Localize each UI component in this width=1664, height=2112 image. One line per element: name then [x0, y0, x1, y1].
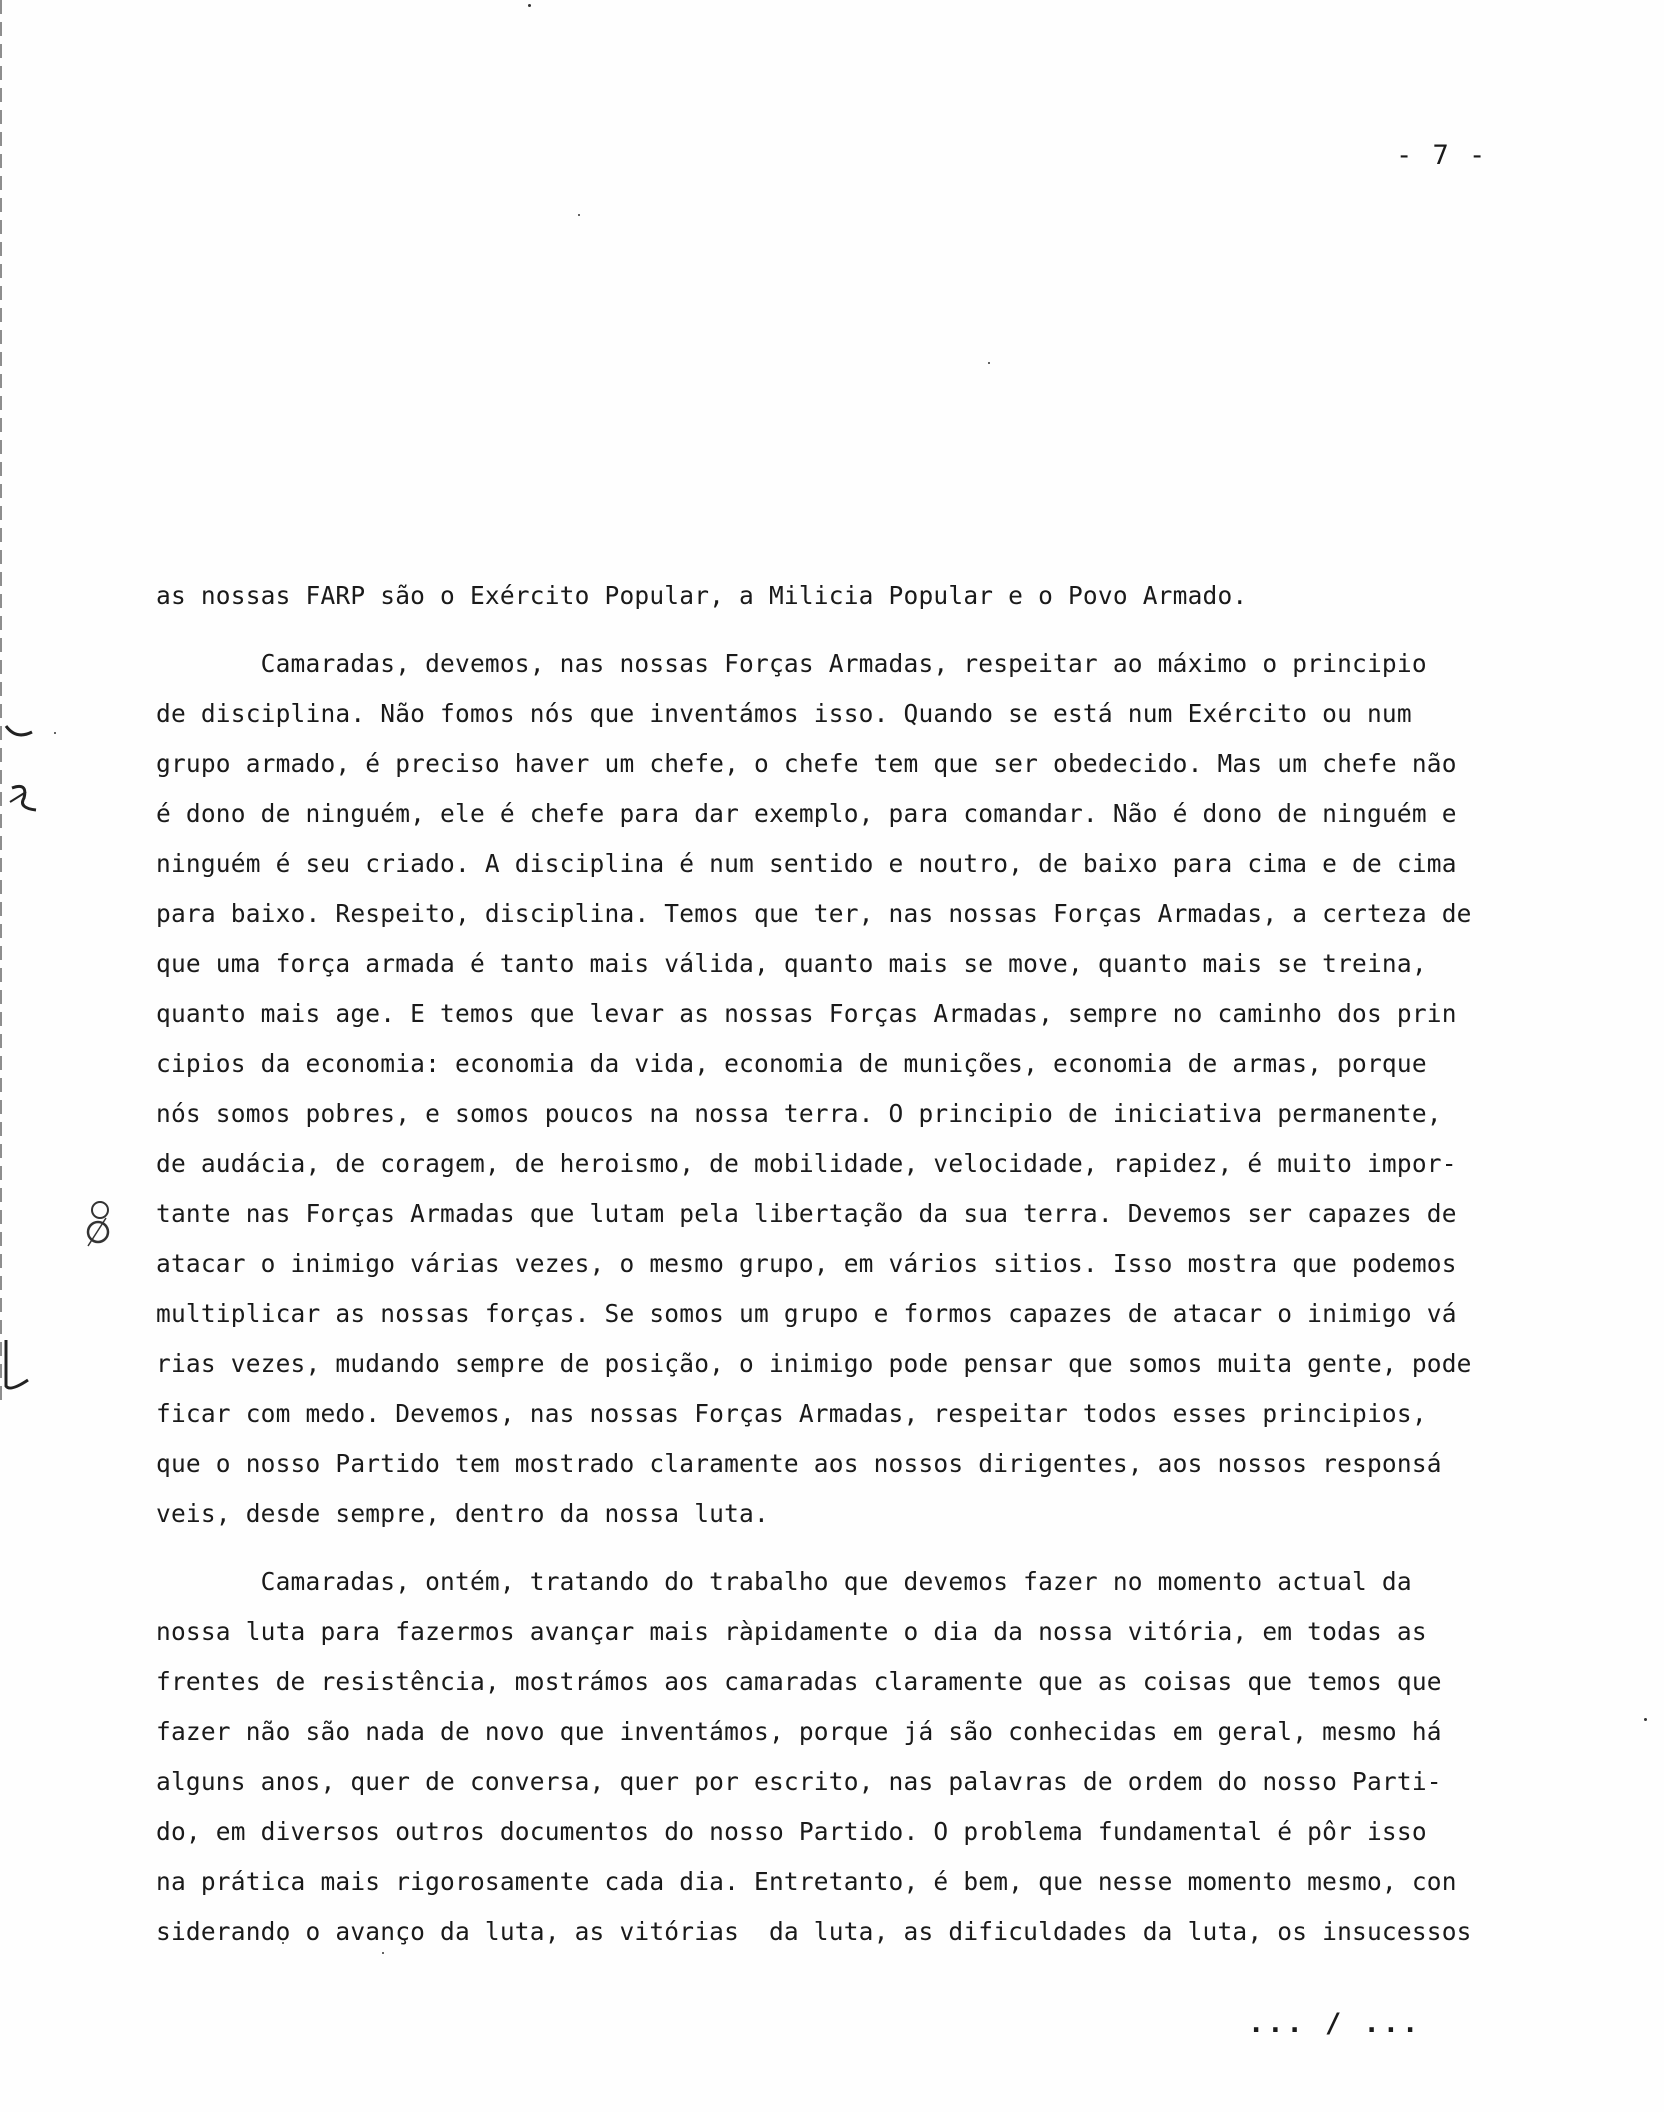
- text-line: ficar com medo. Devemos, nas nossas Forças Armadas, respeitar todos esses principios,: [156, 1399, 1427, 1428]
- scan-speck: [528, 4, 531, 7]
- text-line: veis, desde sempre, dentro da nossa luta.: [156, 1499, 769, 1528]
- scan-margin-edge: [0, 0, 2, 1400]
- scan-speck: [54, 732, 56, 734]
- text-line: cipios da economia: economia da vida, economia de munições, economia de armas, porque: [156, 1049, 1427, 1078]
- scan-speck: [1644, 1718, 1647, 1721]
- text-line: que uma força armada é tanto mais válida, quanto mais se move, quanto mais se treina,: [156, 949, 1427, 978]
- margin-mark-bottom: [0, 1336, 40, 1406]
- text-line: de audácia, de coragem, de heroismo, de mobilidade, velocidade, rapidez, é muito impor-: [156, 1149, 1457, 1178]
- text-line: que o nosso Partido tem mostrado claramente aos nossos dirigentes, aos nossos responsá: [156, 1449, 1442, 1478]
- text-line: atacar o inimigo várias vezes, o mesmo grupo, em vários sitios. Isso mostra que podemos: [156, 1249, 1457, 1278]
- text-line: siderando o avanço da luta, as vitórias da luta, as dificuldades da luta, os insucessos: [156, 1917, 1472, 1946]
- text-line: quanto mais age. E temos que levar as nossas Forças Armadas, sempre no caminho dos prin: [156, 999, 1457, 1028]
- text-line: Camaradas, devemos, nas nossas Forças Armadas, respeitar ao máximo o principio: [156, 649, 1427, 678]
- text-line: Camaradas, ontém, tratando do trabalho que devemos fazer no momento actual da: [156, 1567, 1412, 1596]
- text-line: de disciplina. Não fomos nós que inventámos isso. Quando se está num Exército ou num: [156, 699, 1412, 728]
- continuation-mark: ... / ...: [1248, 2008, 1422, 2039]
- scan-speck: [382, 1952, 384, 1954]
- text-line: fazer não são nada de novo que inventámos, porque já são conhecidas em geral, mesmo há: [156, 1717, 1442, 1746]
- text-line: nossa luta para fazermos avançar mais ràpidamente o dia da nossa vitória, em todas as: [156, 1617, 1427, 1646]
- text-line: grupo armado, é preciso haver um chefe, o chefe tem que ser obedecido. Mas um chefe não: [156, 749, 1457, 778]
- text-line: para baixo. Respeito, disciplina. Temos que ter, nas nossas Forças Armadas, a certeza de: [156, 899, 1472, 928]
- text-line: alguns anos, quer de conversa, quer por escrito, nas palavras de ordem do nosso Parti-: [156, 1767, 1442, 1796]
- margin-mark-top: [2, 712, 62, 852]
- page-number: - 7 -: [1396, 140, 1488, 171]
- text-line: ninguém é seu criado. A disciplina é num sentido e noutro, de baixo para cima e de cima: [156, 849, 1457, 878]
- margin-mark-handwritten-8: [80, 1196, 120, 1256]
- text-line: as nossas FARP são o Exército Popular, a Milicia Popular e o Povo Armado.: [156, 581, 1248, 610]
- text-line: é dono de ninguém, ele é chefe para dar exemplo, para comandar. Não é dono de ninguém e: [156, 799, 1457, 828]
- text-line: frentes de resistência, mostrámos aos camaradas claramente que as coisas que temos que: [156, 1667, 1442, 1696]
- text-line: tante nas Forças Armadas que lutam pela libertação da sua terra. Devemos ser capazes de: [156, 1199, 1457, 1228]
- text-line: rias vezes, mudando sempre de posição, o inimigo pode pensar que somos muita gente, pode: [156, 1349, 1472, 1378]
- text-line: multiplicar as nossas forças. Se somos um grupo e formos capazes de atacar o inimigo vá: [156, 1299, 1457, 1328]
- text-line: nós somos pobres, e somos poucos na nossa terra. O principio de iniciativa permanente,: [156, 1099, 1442, 1128]
- scan-speck: [988, 362, 990, 364]
- text-line: na prática mais rigorosamente cada dia. Entretanto, é bem, que nesse momento mesmo, con: [156, 1867, 1457, 1896]
- scan-speck: [578, 214, 580, 216]
- text-line: do, em diversos outros documentos do nosso Partido. O problema fundamental é pôr isso: [156, 1817, 1427, 1846]
